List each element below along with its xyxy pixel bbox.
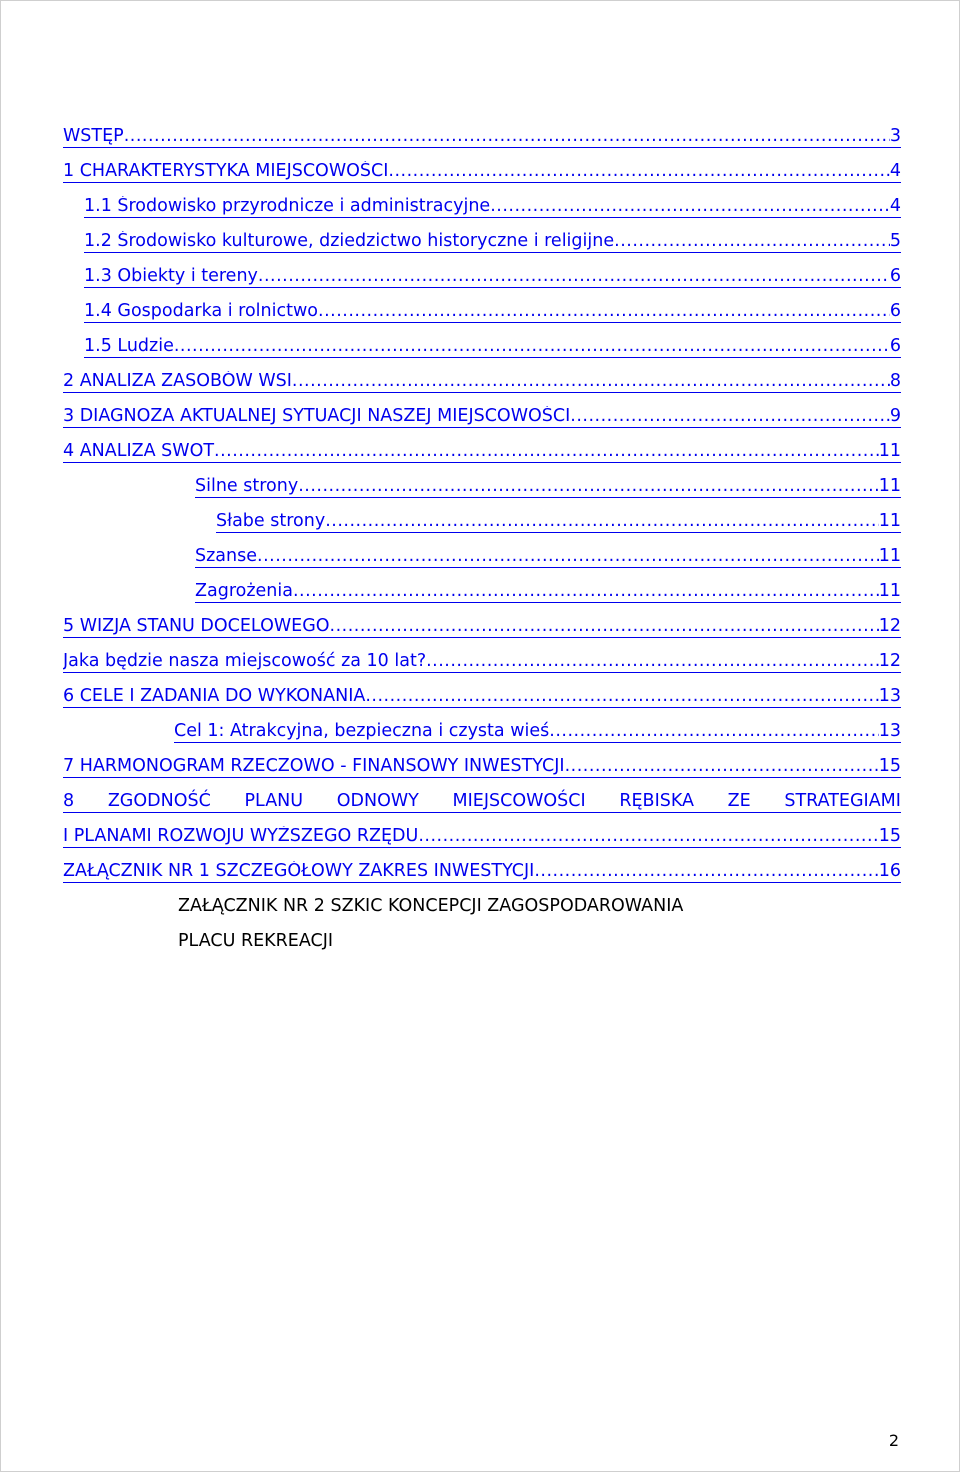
toc-label: 3 DIAGNOZA AKTUALNEJ SYTUACJI NASZEJ MIEJSCOWOŚCI — [63, 406, 571, 426]
toc-link-threats[interactable] — [195, 581, 901, 603]
toc-label: 1.1 Środowisko przyrodnicze i administracyjne — [84, 196, 491, 216]
dot-leader — [365, 686, 878, 707]
toc-row — [1, 224, 960, 259]
toc-word: PLANU — [244, 791, 304, 811]
toc-row — [1, 189, 960, 224]
toc-page-number: 16 — [878, 861, 901, 881]
toc-link-chapter-8[interactable] — [63, 791, 901, 813]
toc-row — [1, 679, 960, 714]
toc-label: 5 WIZJA STANU DOCELOWEGO — [63, 616, 330, 636]
toc-row — [1, 819, 960, 854]
toc-label: 1.5 Ludzie — [84, 336, 174, 356]
dot-leader — [214, 441, 879, 462]
dot-leader — [565, 756, 879, 777]
toc-label: I PLANAMI ROZWOJU WYŻSZEGO RZĘDU — [63, 826, 419, 846]
toc-link-chapter-5[interactable] — [63, 616, 901, 638]
toc-label: 1.4 Gospodarka i rolnictwo — [84, 301, 318, 321]
toc-page-number: 6 — [889, 266, 901, 286]
toc-page-number: 8 — [889, 371, 901, 391]
toc-row — [1, 504, 960, 539]
toc-row — [1, 574, 960, 609]
toc-link-annex-1[interactable] — [63, 861, 901, 883]
toc-label: 1 CHARAKTERYSTYKA MIEJSCOWOŚCI — [63, 161, 389, 181]
dot-leader — [388, 161, 889, 182]
dot-leader — [570, 406, 890, 427]
toc-word: MIEJSCOWOŚCI — [452, 791, 586, 811]
toc-label: 1.3 Obiekty i tereny — [84, 266, 258, 286]
toc-page-number: 13 — [878, 721, 901, 741]
toc-row — [1, 784, 960, 819]
toc-link-strengths[interactable] — [195, 476, 901, 498]
dot-leader — [325, 511, 879, 532]
toc-row — [1, 609, 960, 644]
dot-leader — [490, 196, 890, 217]
toc-page-number: 15 — [878, 756, 901, 776]
toc-row — [1, 749, 960, 784]
toc-row — [1, 329, 960, 364]
table-of-contents — [1, 119, 960, 959]
toc-page-number: 15 — [878, 826, 901, 846]
toc-label: Silne strony — [195, 476, 299, 496]
dot-leader — [293, 581, 879, 602]
dot-leader — [426, 651, 879, 672]
toc-label: 6 CELE I ZADANIA DO WYKONANIA — [63, 686, 366, 706]
toc-link-chapter-3[interactable] — [63, 406, 901, 428]
toc-page-number: 12 — [878, 616, 901, 636]
toc-row — [1, 539, 960, 574]
toc-label: Szanse — [195, 546, 257, 566]
toc-link-chapter-8-continued[interactable] — [63, 826, 901, 848]
toc-page-number: 12 — [878, 651, 901, 671]
toc-row — [1, 154, 960, 189]
dot-leader — [330, 616, 879, 637]
dot-leader — [292, 371, 890, 392]
toc-page-number: 9 — [889, 406, 901, 426]
toc-page-number: 11 — [878, 441, 901, 461]
annex-2-title-line-2: PLACU REKREACJI — [178, 931, 334, 951]
toc-label: 1.2 Środowisko kulturowe, dziedzictwo historyczne i religijne — [84, 231, 615, 251]
toc-label: ZAŁĄCZNIK NR 1 SZCZEGÓŁOWY ZAKRES INWESTYCJI — [63, 861, 535, 881]
dot-leader — [418, 826, 878, 847]
toc-label: Słabe strony — [216, 511, 326, 531]
toc-link-section-1-5[interactable] — [84, 336, 901, 358]
toc-row — [1, 364, 960, 399]
toc-link-goal-1[interactable] — [174, 721, 901, 743]
toc-row — [1, 294, 960, 329]
dot-leader — [298, 476, 879, 497]
dot-leader — [318, 301, 890, 322]
toc-label: WSTĘP — [63, 126, 124, 146]
toc-page-number: 11 — [878, 581, 901, 601]
toc-link-section-1-4[interactable] — [84, 301, 901, 323]
dot-leader — [614, 231, 890, 252]
toc-row — [1, 119, 960, 154]
annex-2-title-line-1: ZAŁĄCZNIK NR 2 SZKIC KONCEPCJI ZAGOSPODAROWANIA — [178, 896, 684, 916]
toc-link-weaknesses[interactable] — [216, 511, 901, 533]
toc-link-section-1-3[interactable] — [84, 266, 901, 288]
toc-link-opportunities[interactable] — [195, 546, 901, 568]
toc-word: STRATEGIAMI — [784, 791, 901, 811]
toc-word: RĘBISKA — [619, 791, 694, 811]
dot-leader — [549, 721, 878, 742]
toc-link-wstep[interactable] — [63, 126, 901, 148]
dot-leader — [534, 861, 878, 882]
toc-word: ODNOWY — [336, 791, 419, 811]
toc-row — [1, 854, 960, 889]
toc-link-chapter-2[interactable] — [63, 371, 901, 393]
toc-page-number: 4 — [889, 161, 901, 181]
dot-leader — [124, 126, 890, 147]
toc-label: Zagrożenia — [195, 581, 293, 601]
dot-leader — [258, 266, 890, 287]
toc-page-number: 11 — [878, 476, 901, 496]
toc-page-number: 13 — [878, 686, 901, 706]
toc-link-chapter-6[interactable] — [63, 686, 901, 708]
page-number: 2 — [888, 1431, 899, 1450]
toc-link-chapter-7[interactable] — [63, 756, 901, 778]
toc-page-number: 6 — [889, 336, 901, 356]
toc-link-chapter-1[interactable] — [63, 161, 901, 183]
toc-row — [1, 399, 960, 434]
toc-row — [1, 469, 960, 504]
dot-leader — [174, 336, 890, 357]
toc-page-number: 3 — [889, 126, 901, 146]
toc-link-section-1-2[interactable] — [84, 231, 901, 253]
toc-word: ZGODNOŚĆ — [107, 791, 211, 811]
toc-label: Jaka będzie nasza miejscowość za 10 lat? — [63, 651, 427, 671]
toc-word: ZE — [727, 791, 751, 811]
toc-page-number: 11 — [878, 546, 901, 566]
toc-page-number: 6 — [889, 301, 901, 321]
toc-link-vision[interactable] — [63, 651, 901, 673]
toc-row — [1, 434, 960, 469]
toc-page-number: 11 — [878, 511, 901, 531]
toc-row — [1, 714, 960, 749]
toc-label: 4 ANALIZA SWOT — [63, 441, 215, 461]
toc-link-chapter-4[interactable] — [63, 441, 901, 463]
toc-row — [1, 889, 960, 924]
toc-label: Cel 1: Atrakcyjna, bezpieczna i czysta wieś — [174, 721, 550, 741]
toc-page-number: 4 — [889, 196, 901, 216]
toc-row — [1, 259, 960, 294]
toc-link-section-1-1[interactable] — [84, 196, 901, 218]
toc-row — [1, 924, 960, 959]
toc-page-number: 5 — [889, 231, 901, 251]
dot-leader — [257, 546, 879, 567]
toc-row — [1, 644, 960, 679]
toc-label: 2 ANALIZA ZASOBÓW WSI — [63, 371, 292, 391]
toc-word: 8 — [63, 791, 75, 811]
toc-label: 7 HARMONOGRAM RZECZOWO - FINANSOWY INWESTYCJI — [63, 756, 565, 776]
